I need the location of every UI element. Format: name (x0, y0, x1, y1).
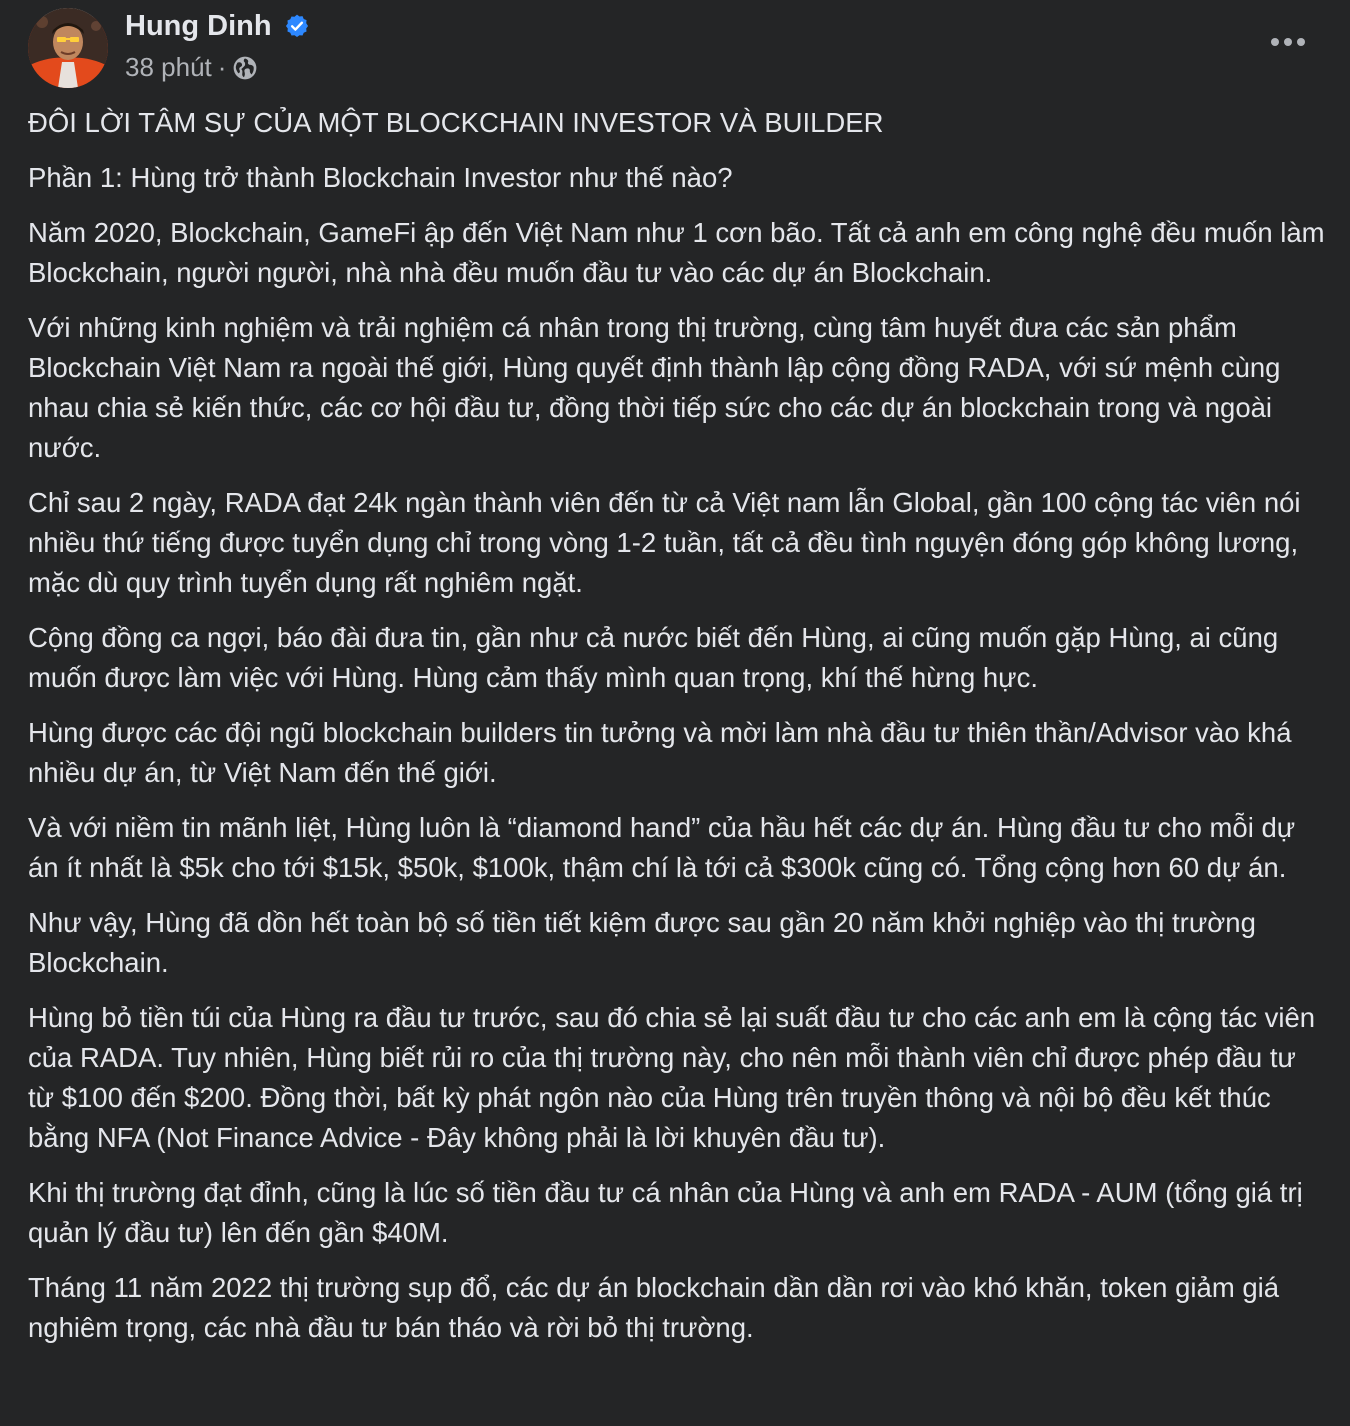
post-paragraph: Khi thị trường đạt đỉnh, cũng là lúc số tiền đầu tư cá nhân của Hùng và anh em RADA - AUM (tổng giá trị quản lý đầu tư) lên đến gần $40M. (28, 1177, 1303, 1248)
post-paragraph: Và với niềm tin mãnh liệt, Hùng luôn là “diamond hand” của hầu hết các dự án. Hùng đầu tư cho mỗi dự án ít nhất là $5k cho tới $15k, $50k, $100k, thậm chí là tới cả $300k cũng có. Tổng cộng hơn 60 dự án. (28, 812, 1296, 883)
more-options-button[interactable] (1262, 22, 1314, 62)
post-content (28, 103, 1328, 1363)
post-paragraph: Hùng được các đội ngũ blockchain builders tin tưởng và mời làm nhà đầu tư thiên thần/Advisor vào khá nhiều dự án, từ Việt Nam đến thế giới. (28, 717, 1292, 788)
post-paragraph: Chỉ sau 2 ngày, RADA đạt 24k ngàn thành viên đến từ cả Việt nam lẫn Global, gần 100 cộng tác viên nói nhiều thứ tiếng được tuyển dụng chỉ trong vòng 1-2 tuần, tất cả đều tình nguyện đóng góp không lương, mặc dù quy trình tuyển dụng rất nghiêm ngặt. (28, 487, 1301, 598)
post-paragraph: ĐÔI LỜI TÂM SỰ CỦA MỘT BLOCKCHAIN INVESTOR VÀ BUILDER (28, 107, 884, 138)
meta-separator: · (217, 52, 227, 82)
post-meta (125, 52, 258, 83)
post-paragraph: Năm 2020, Blockchain, GameFi ập đến Việt Nam như 1 cơn bão. Tất cả anh em công nghệ đều muốn làm Blockchain, người người, nhà nhà đều muốn đầu tư vào các dự án Blockchain. (28, 217, 1325, 288)
globe-icon[interactable] (232, 55, 258, 81)
author-avatar[interactable] (28, 8, 108, 88)
more-horizontal-icon (1270, 37, 1306, 47)
post-timestamp[interactable]: 38 phút (125, 52, 212, 82)
post-paragraph: Tháng 11 năm 2022 thị trường sụp đổ, các dự án blockchain dần dần rơi vào khó khăn, token giảm giá nghiêm trọng, các nhà đầu tư bán tháo và rời bỏ thị trường. (28, 1272, 1280, 1343)
post-paragraph: Hùng bỏ tiền túi của Hùng ra đầu tư trước, sau đó chia sẻ lại suất đầu tư cho các anh em là cộng tác viên của RADA. Tuy nhiên, Hùng biết rủi ro của thị trường này, cho nên mỗi thành viên chỉ được phép đầu tư từ $100 đến $200. Đồng thời, bất kỳ phát ngôn nào của Hùng trên truyền thông và nội bộ đều kết thúc bằng NFA (Not Finance Advice - Đây không phải là lời khuyên đầu tư). (28, 1002, 1316, 1153)
post-paragraph: Phần 1: Hùng trở thành Blockchain Investor như thế nào? (28, 162, 733, 193)
post-paragraph: Như vậy, Hùng đã dồn hết toàn bộ số tiền tiết kiệm được sau gần 20 năm khởi nghiệp vào thị trường Blockchain. (28, 907, 1256, 978)
post-header (0, 0, 1350, 100)
post-paragraph: Với những kinh nghiệm và trải nghiệm cá nhân trong thị trường, cùng tâm huyết đưa các sản phẩm Blockchain Việt Nam ra ngoài thế giới, Hùng quyết định thành lập cộng đồng RADA, với sứ mệnh cùng nhau chia sẻ kiến thức, các cơ hội đầu tư, đồng thời tiếp sức cho các dự án blockchain trong và ngoài nước. (28, 312, 1281, 463)
author-name[interactable]: Hung Dinh (125, 10, 272, 42)
verified-badge-icon (284, 13, 310, 39)
post-paragraph: Cộng đồng ca ngợi, báo đài đưa tin, gần như cả nước biết đến Hùng, ai cũng muốn gặp Hùng, ai cũng muốn được làm việc với Hùng. Hùng cảm thấy mình quan trọng, khí thế hừng hực. (28, 622, 1279, 693)
